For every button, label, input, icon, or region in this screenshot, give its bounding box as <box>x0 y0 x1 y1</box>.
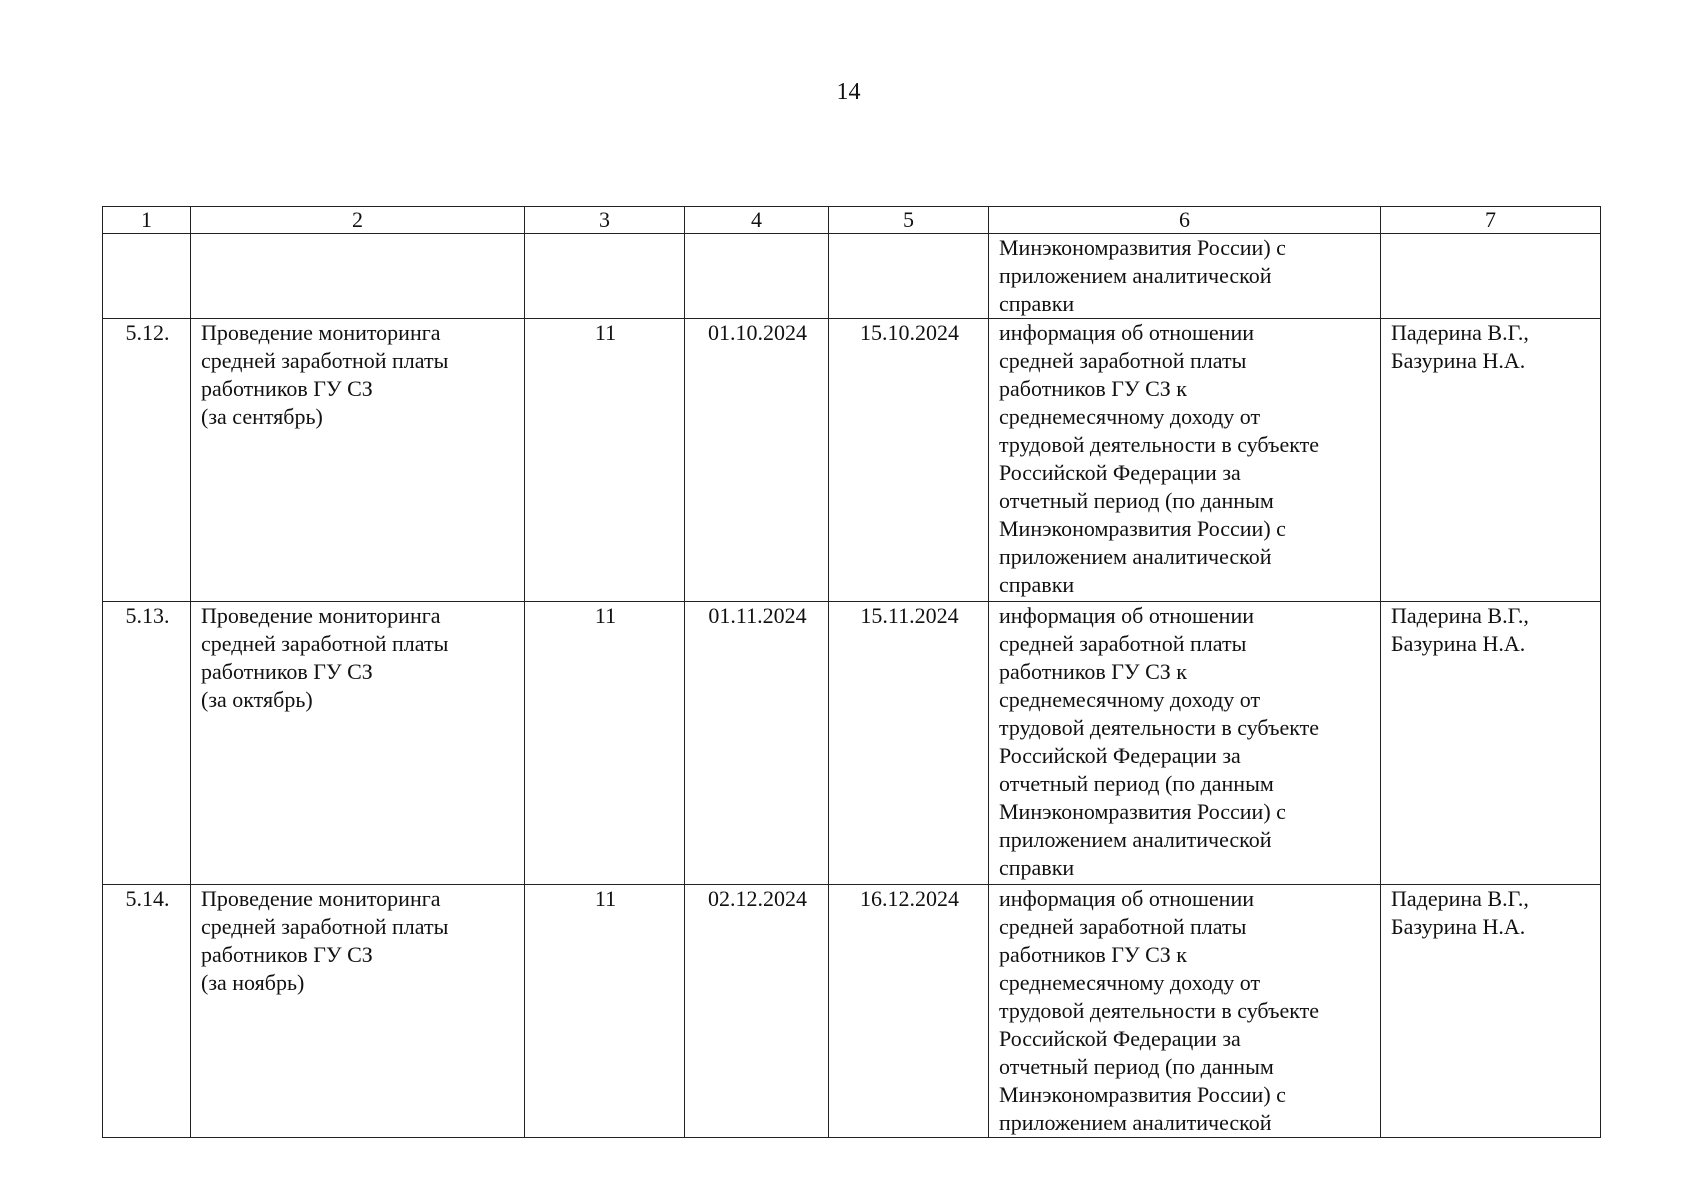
cell-name <box>191 885 525 1138</box>
result-line: отчетный период (по данным <box>999 771 1274 796</box>
cell-responsible <box>1381 885 1601 1138</box>
cell-result <box>989 602 1381 885</box>
plan-table <box>102 206 1601 1138</box>
cell-responsible <box>1381 319 1601 602</box>
column-number-3: 3 <box>525 207 685 234</box>
column-number-1: 1 <box>103 207 191 234</box>
result-line: справки <box>999 572 1075 597</box>
cell-qty <box>525 234 685 319</box>
cell-num: 5.13. <box>103 602 191 885</box>
responsible-line: Падерина В.Г., <box>1391 603 1529 628</box>
column-number-4: 4 <box>685 207 829 234</box>
cell-start <box>685 234 829 319</box>
cell-num: 5.14. <box>103 885 191 1138</box>
responsible-line: Базурина Н.А. <box>1391 914 1526 939</box>
continuation-row <box>103 234 1601 319</box>
result-line: приложением аналитической <box>999 263 1272 288</box>
name-line: Проведение мониторинга <box>201 886 441 911</box>
name-line: (за ноябрь) <box>201 970 305 995</box>
result-line: Российской Федерации за <box>999 743 1241 768</box>
column-number-6: 6 <box>989 207 1381 234</box>
cell-start: 02.12.2024 <box>685 885 829 1138</box>
result-line: работников ГУ СЗ к <box>999 659 1187 684</box>
column-number-row <box>103 207 1601 234</box>
cell-num: 5.12. <box>103 319 191 602</box>
cell-start: 01.10.2024 <box>685 319 829 602</box>
name-line: средней заработной платы <box>201 914 449 939</box>
cell-name <box>191 319 525 602</box>
name-line: работников ГУ СЗ <box>201 659 373 684</box>
result-line: среднемесячному доходу от <box>999 970 1261 995</box>
cell-responsible <box>1381 602 1601 885</box>
result-line: приложением аналитической <box>999 827 1272 852</box>
cell-end: 15.10.2024 <box>829 319 989 602</box>
name-line: средней заработной платы <box>201 631 449 656</box>
column-number-7: 7 <box>1381 207 1601 234</box>
cell-name <box>191 234 525 319</box>
result-line: средней заработной платы <box>999 348 1247 373</box>
result-line: трудовой деятельности в субъекте <box>999 998 1319 1023</box>
result-line: работников ГУ СЗ к <box>999 376 1187 401</box>
name-line: Проведение мониторинга <box>201 320 441 345</box>
result-line: информация об отношении <box>999 320 1254 345</box>
result-line: информация об отношении <box>999 603 1254 628</box>
table-row <box>103 602 1601 885</box>
result-line: трудовой деятельности в субъекте <box>999 432 1319 457</box>
name-line: (за октябрь) <box>201 687 313 712</box>
cell-end: 16.12.2024 <box>829 885 989 1138</box>
result-line: справки <box>999 855 1075 880</box>
cell-start: 01.11.2024 <box>685 602 829 885</box>
cell-num <box>103 234 191 319</box>
name-line: работников ГУ СЗ <box>201 376 373 401</box>
name-line: (за сентябрь) <box>201 404 323 429</box>
name-line: работников ГУ СЗ <box>201 942 373 967</box>
cell-qty: 11 <box>525 319 685 602</box>
cell-result <box>989 319 1381 602</box>
result-line: Минэкономразвития России) с <box>999 1082 1286 1107</box>
result-line: информация об отношении <box>999 886 1254 911</box>
result-line: Минэкономразвития России) с <box>999 516 1286 541</box>
column-number-2: 2 <box>191 207 525 234</box>
result-line: средней заработной платы <box>999 631 1247 656</box>
responsible-line: Падерина В.Г., <box>1391 320 1529 345</box>
result-line: среднемесячному доходу от <box>999 404 1261 429</box>
result-line: отчетный период (по данным <box>999 1054 1274 1079</box>
result-line: среднемесячному доходу от <box>999 687 1261 712</box>
cell-name <box>191 602 525 885</box>
responsible-line: Базурина Н.А. <box>1391 631 1526 656</box>
table-row <box>103 319 1601 602</box>
cell-end: 15.11.2024 <box>829 602 989 885</box>
result-line: трудовой деятельности в субъекте <box>999 715 1319 740</box>
cell-qty: 11 <box>525 602 685 885</box>
name-line: средней заработной платы <box>201 348 449 373</box>
result-line: работников ГУ СЗ к <box>999 942 1187 967</box>
responsible-line: Базурина Н.А. <box>1391 348 1526 373</box>
result-line: отчетный период (по данным <box>999 488 1274 513</box>
cell-end <box>829 234 989 319</box>
responsible-line: Падерина В.Г., <box>1391 886 1529 911</box>
result-line: приложением аналитической <box>999 544 1272 569</box>
result-line: справки <box>999 291 1075 316</box>
result-line: Минэкономразвития России) с <box>999 799 1286 824</box>
cell-responsible <box>1381 234 1601 319</box>
result-line: Российской Федерации за <box>999 460 1241 485</box>
table-row <box>103 885 1601 1138</box>
result-line: Минэкономразвития России) с <box>999 235 1286 260</box>
cell-qty: 11 <box>525 885 685 1138</box>
page-number: 14 <box>836 79 861 105</box>
name-line: Проведение мониторинга <box>201 603 441 628</box>
result-line: средней заработной платы <box>999 914 1247 939</box>
result-line: приложением аналитической <box>999 1110 1272 1135</box>
cell-result <box>989 885 1381 1138</box>
column-number-5: 5 <box>829 207 989 234</box>
cell-result <box>989 234 1381 319</box>
result-line: Российской Федерации за <box>999 1026 1241 1051</box>
